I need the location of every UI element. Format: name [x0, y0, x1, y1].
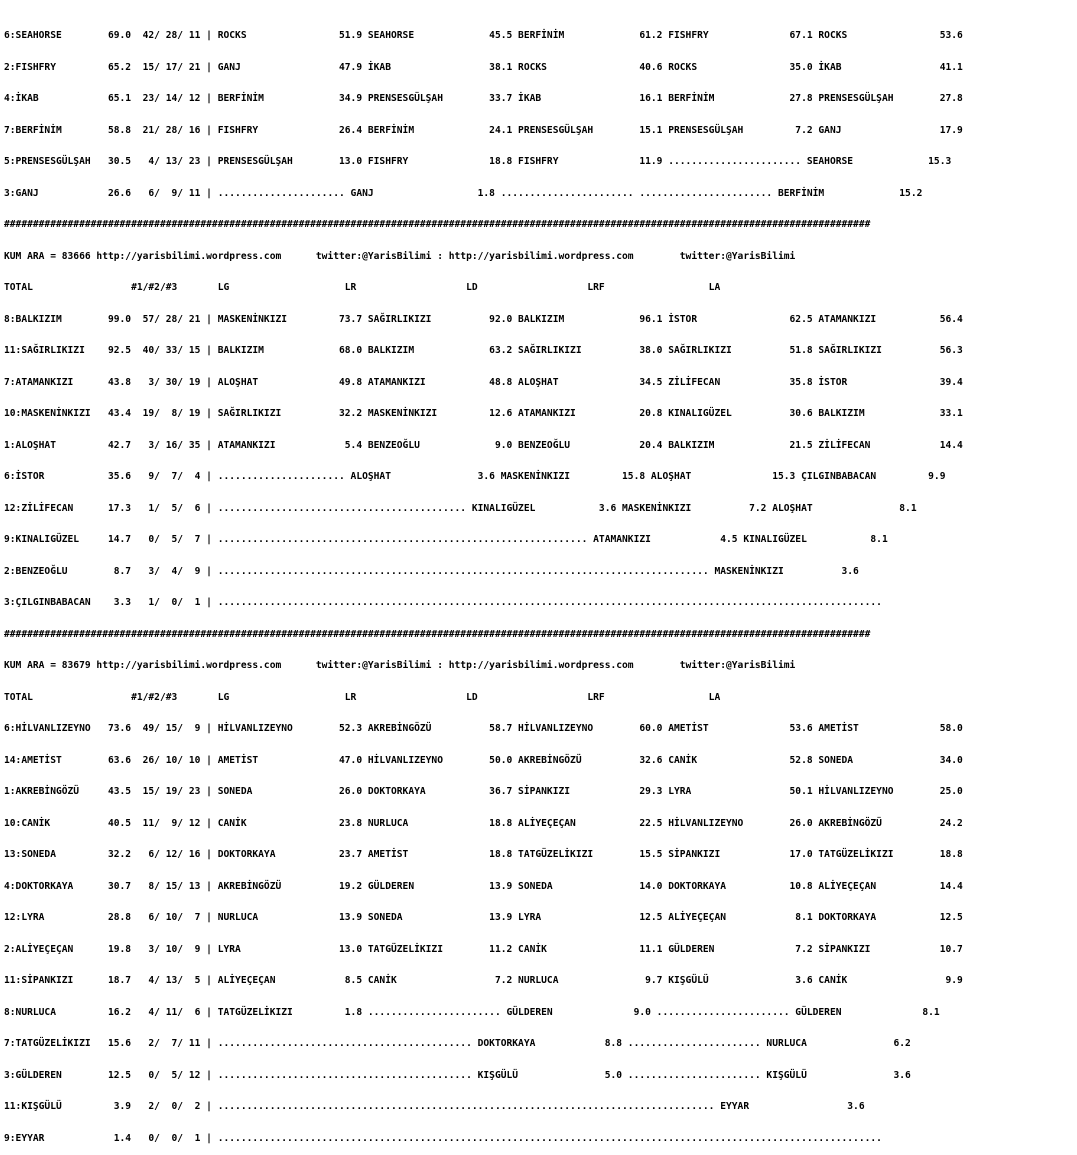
text-line: 7:BERFİNİM 58.8 21/ 28/ 16 | FISHFRY 26.4 BERFİNİM 24.1 PRENSESGÜLŞAH 15.1 PRENSESGÜLŞAH 7.2 GANJ 17.9: [4, 124, 963, 136]
column-header-line: TOTAL #1/#2/#3 LG LR LD LRF LA: [4, 282, 721, 293]
column-header-line: TOTAL #1/#2/#3 LG LR LD LRF LA: [4, 691, 721, 703]
text-line: 2:ALİYEÇEÇAN 19.8 3/ 10/ 9 | LYRA 13.0 TATGÜZELİKIZI 11.2 CANİK 11.1 GÜLDEREN 7.2 SİPANKIZI 10.7: [4, 943, 963, 955]
text-line: 8:BALKIZIM 99.0 57/ 28/ 21 | MASKENİNKIZI 73.7 SAĞIRLIKIZI 92.0 BALKIZIM 96.1 İSTOR 62.5 ATAMANKIZI 56.4: [4, 313, 963, 325]
text-line: 3:GÜLDEREN 12.5 0/ 5/ 12 | ............................................ KIŞGÜLÜ 5.0 ....................... KIŞGÜLÜ 3.6: [4, 1069, 911, 1081]
text-line: 6:HİLVANLIZEYNO 73.6 49/ 15/ 9 | HİLVANLIZEYNO 52.3 AKREBİNGÖZÜ 58.7 HİLVANLIZEYNO 60.0 AMETİST 53.6 AMETİST 58.0: [4, 723, 963, 734]
race-header-line: KUM ARA = 83679 http://yarisbilimi.wordpress.com twitter:@YarisBilimi : http://yarisbilimi.wordpress.com twitter:@YarisBilimi: [4, 660, 796, 671]
separator-line: ######################################################################################################################################################: [4, 628, 871, 640]
text-line: 3:GANJ 26.6 6/ 9/ 11 | ...................... GANJ 1.8 ....................... ....................... BERFİNİM 15.2: [4, 187, 923, 199]
text-line: 1:ALOŞHAT 42.7 3/ 16/ 35 | ATAMANKIZI 5.4 BENZEOĞLU 9.0 BENZEOĞLU 20.4 BALKIZIM 21.5 ZİLİFECAN 14.4: [4, 439, 963, 451]
separator-line: ######################################################################################################################################################: [4, 219, 871, 230]
text-line: 14:AMETİST 63.6 26/ 10/ 10 | AMETİST 47.0 HİLVANLIZEYNO 50.0 AKREBİNGÖZÜ 32.6 CANİK 52.8 SONEDA 34.0: [4, 754, 963, 766]
text-line: 4:İKAB 65.1 23/ 14/ 12 | BERFİNİM 34.9 PRENSESGÜLŞAH 33.7 İKAB 16.1 BERFİNİM 27.8 PRENSESGÜLŞAH 27.8: [4, 93, 963, 104]
text-line: 11:KIŞGÜLÜ 3.9 2/ 0/ 2 | ...................................................................................... EYYAR 3.6: [4, 1101, 865, 1112]
text-line: 11:SAĞIRLIKIZI 92.5 40/ 33/ 15 | BALKIZIM 68.0 BALKIZIM 63.2 SAĞIRLIKIZI 38.0 SAĞIRLIKIZI 51.8 SAĞIRLIKIZI 56.3: [4, 345, 963, 356]
text-line: 4:DOKTORKAYA 30.7 8/ 15/ 13 | AKREBİNGÖZÜ 19.2 GÜLDEREN 13.9 SONEDA 14.0 DOKTORKAYA 10.8 ALİYEÇEÇAN 14.4: [4, 880, 963, 892]
text-line: 1:AKREBİNGÖZÜ 43.5 15/ 19/ 23 | SONEDA 26.0 DOKTORKAYA 36.7 SİPANKIZI 29.3 LYRA 50.1 HİLVANLIZEYNO 25.0: [4, 786, 963, 797]
text-line: 2:FISHFRY 65.2 15/ 17/ 21 | GANJ 47.9 İKAB 38.1 ROCKS 40.6 ROCKS 35.0 İKAB 41.1: [4, 61, 963, 73]
text-line: 10:CANİK 40.5 11/ 9/ 12 | CANİK 23.8 NURLUCA 18.8 ALİYEÇEÇAN 22.5 HİLVANLIZEYNO 26.0 AKREBİNGÖZÜ 24.2: [4, 817, 963, 829]
text-line: 12:ZİLİFECAN 17.3 1/ 5/ 6 | ........................................... KINALIGÜZEL 3.6 MASKENİNKIZI 7.2 ALOŞHAT 8.1: [4, 502, 917, 514]
race-results-text: [4, 10, 1077, 1155]
text-line: 7:TATGÜZELİKIZI 15.6 2/ 7/ 11 | ............................................ DOKTORKAYA 8.8 ....................... NURLUCA 6.2: [4, 1038, 911, 1049]
text-line: 9:KINALIGÜZEL 14.7 0/ 5/ 7 | ................................................................ ATAMANKIZI 4.5 KINALIGÜZEL 8.1: [4, 534, 888, 545]
text-line: 2:BENZEOĞLU 8.7 3/ 4/ 9 | ..................................................................................... MASKENİNKIZI 3.6: [4, 565, 859, 577]
text-line: 9:EYYAR 1.4 0/ 0/ 1 | ...................................................................................................................: [4, 1132, 882, 1144]
text-line: 6:SEAHORSE 69.0 42/ 28/ 11 | ROCKS 51.9 SEAHORSE 45.5 BERFİNİM 61.2 FISHFRY 67.1 ROCKS 53.6: [4, 30, 963, 41]
race-header-line: KUM ARA = 83666 http://yarisbilimi.wordpress.com twitter:@YarisBilimi : http://yarisbilimi.wordpress.com twitter:@YarisBilimi: [4, 250, 796, 262]
text-line: 7:ATAMANKIZI 43.8 3/ 30/ 19 | ALOŞHAT 49.8 ATAMANKIZI 48.8 ALOŞHAT 34.5 ZİLİFECAN 35.8 İSTOR 39.4: [4, 376, 963, 388]
text-line: 13:SONEDA 32.2 6/ 12/ 16 | DOKTORKAYA 23.7 AMETİST 18.8 TATGÜZELİKIZI 15.5 SİPANKIZI 17.0 TATGÜZELİKIZI 18.8: [4, 849, 963, 860]
text-line: 12:LYRA 28.8 6/ 10/ 7 | NURLUCA 13.9 SONEDA 13.9 LYRA 12.5 ALİYEÇEÇAN 8.1 DOKTORKAYA 12.5: [4, 912, 963, 923]
text-line: 11:SİPANKIZI 18.7 4/ 13/ 5 | ALİYEÇEÇAN 8.5 CANİK 7.2 NURLUCA 9.7 KIŞGÜLÜ 3.6 CANİK 9.9: [4, 975, 963, 986]
text-line: 6:İSTOR 35.6 9/ 7/ 4 | ...................... ALOŞHAT 3.6 MASKENİNKIZI 15.8 ALOŞHAT 15.3 ÇILGINBABACAN 9.9: [4, 471, 946, 482]
text-line: 10:MASKENİNKIZI 43.4 19/ 8/ 19 | SAĞIRLIKIZI 32.2 MASKENİNKIZI 12.6 ATAMANKIZI 20.8 KINALIGÜZEL 30.6 BALKIZIM 33.1: [4, 408, 963, 419]
text-line: 3:ÇILGINBABACAN 3.3 1/ 0/ 1 | ...................................................................................................................: [4, 597, 882, 608]
text-line: 5:PRENSESGÜLŞAH 30.5 4/ 13/ 23 | PRENSESGÜLŞAH 13.0 FISHFRY 18.8 FISHFRY 11.9 ....................... SEAHORSE 15.3: [4, 156, 952, 167]
text-line: 8:NURLUCA 16.2 4/ 11/ 6 | TATGÜZELİKIZI 1.8 ....................... GÜLDEREN 9.0 ....................... GÜLDEREN 8.1: [4, 1006, 940, 1018]
